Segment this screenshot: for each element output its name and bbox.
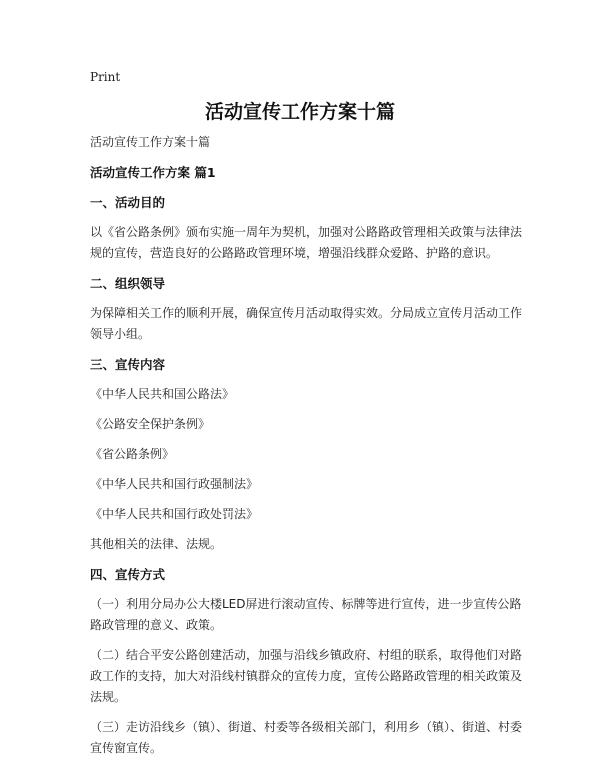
method-item: （三）走访沿线乡（镇）、街道、村委等各级相关部门，利用乡（镇）、街道、村委宣传窗宣传。: [90, 720, 523, 755]
law-item: 《中华人民共和国公路法》: [90, 387, 235, 401]
method-item: （二）结合平安公路创建活动，加强与沿线乡镇政府、村组的联系，取得他们对路政工作的支持，加大对沿线村镇群众的宣传力度，宣传公路路政管理的相关政策及法规。: [90, 648, 523, 704]
article-body: [90, 132, 522, 768]
section-1-heading: 一、活动目的: [90, 195, 166, 210]
law-item: 《中华人民共和国行政处罚法》: [90, 507, 259, 521]
law-item: 《中华人民共和国行政强制法》: [90, 477, 259, 491]
article-heading: 活动宣传工作方案 篇1: [90, 165, 216, 180]
method-item: （一）利用分局办公大楼LED屏进行滚动宣传、标牌等进行宣传，进一步宣传公路路政管理的意义、政策。: [90, 597, 522, 632]
section-3-heading: 三、宣传内容: [90, 357, 166, 372]
law-item: 《公路安全保护条例》: [90, 417, 211, 431]
section-3-other: 其他相关的法律、法规。: [90, 537, 223, 551]
intro-text: 活动宣传工作方案十篇: [90, 135, 211, 149]
section-2-heading: 二、组织领导: [90, 276, 166, 291]
law-item: 《省公路条例》: [90, 447, 175, 461]
section-1-text: 以《省公路条例》颁布实施一周年为契机，加强对公路路政管理相关政策与法律法规的宣传，营造良好的公路路政管理环境，增强沿线群众爱路、护路的意识。: [90, 225, 523, 260]
page-title: 活动宣传工作方案十篇: [204, 101, 395, 123]
section-2-text: 为保障相关工作的顺利开展，确保宣传月活动取得实效。分局成立宣传月活动工作领导小组。: [90, 306, 523, 341]
print-link[interactable]: Print: [90, 70, 121, 84]
section-4-heading: 四、宣传方式: [90, 567, 166, 582]
